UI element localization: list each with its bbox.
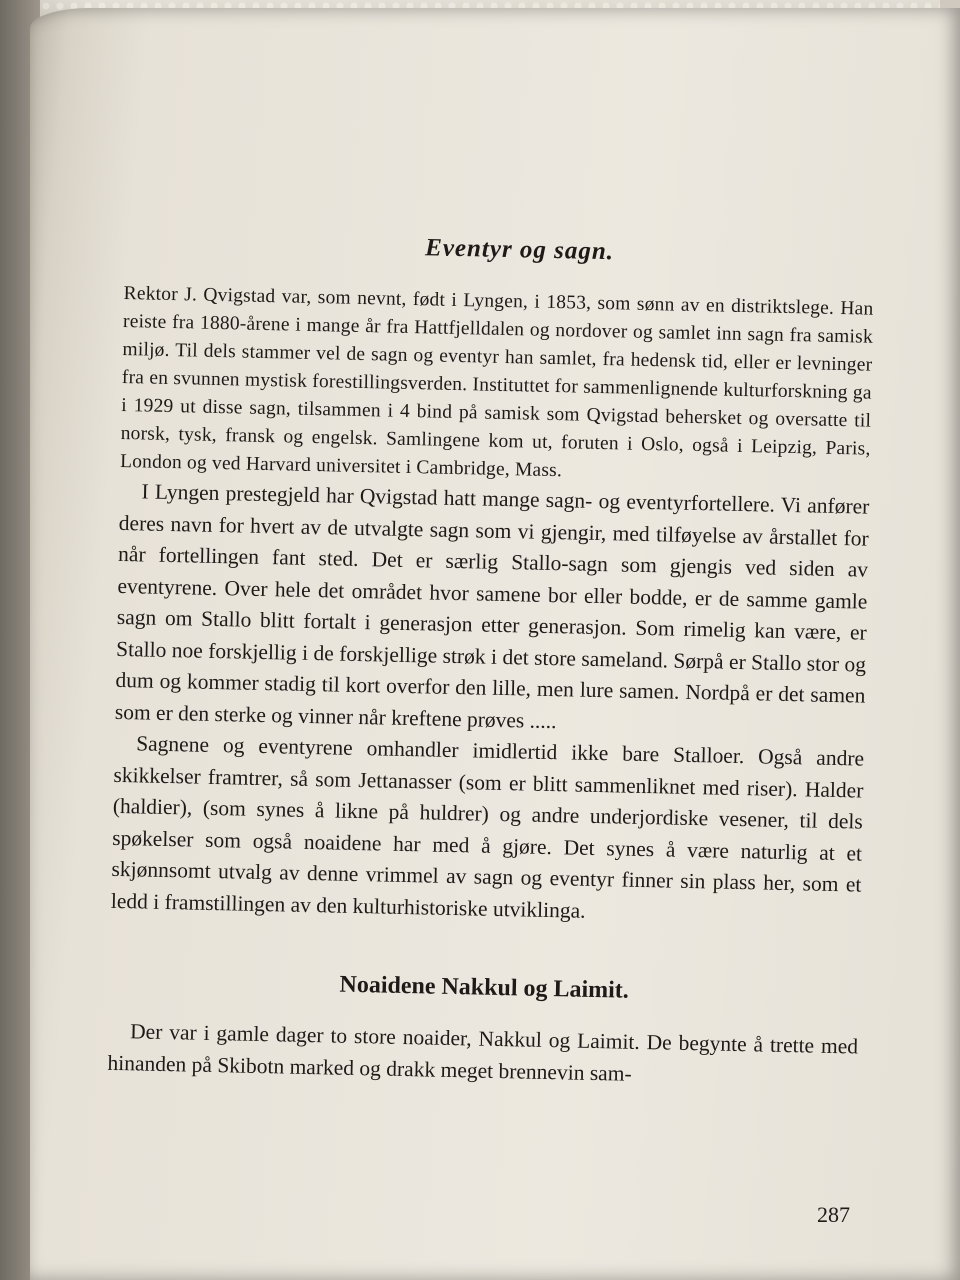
page-content xyxy=(107,228,875,1095)
section-paragraph: Der var i gamle dager to store noaider, Nakkul og Laimit. De begynte å trette med hinanden på Skibotn marked og drakk meget brennevin sam- xyxy=(107,1019,859,1086)
paragraph-2: I Lyngen prestegjeld har Qvigstad hatt mange sagn- og eventyrfortellere. Vi anfører deres navn for hvert av de utvalgte sagn som vi gjengir, med tilføyelse av årstallet for når fortellingen fant sted. Det er særlig Stallo-sagn som gjengis ved siden av eventyrene. Over hele det området hvor samene bor eller bodde, er de samme gamle sagn om Stallo blitt fortalt i generasjon etter generasjon. Som rimelig kan være, er Stallo noe forskjellig i de forskjellige strøk i det store sameland. Sørpå er Stallo stor og dum og kommer stadig til kort overfor den lille, men lure samen. Nordpå er det samen som er den sterke og vinner når kreftene prøves ..... xyxy=(114,479,870,733)
section-title: Noaidene Nakkul og Laimit. xyxy=(339,971,630,1004)
book-page xyxy=(30,8,960,1280)
page-number: 287 xyxy=(817,1202,850,1227)
chapter-title: Eventyr og sagn. xyxy=(424,234,615,266)
paragraph-3: Sagnene og eventyrene omhandler imidlertid ikke bare Stalloer. Også andre skikkelser framtrer, så som Jettanasser (som er blitt sammenliknet med riser). Halder (haldier), (som synes å likne på huldrer) og andre underjordiske vesener, til dels spøkelser som også noaidene har med å gjøre. Det synes å være naturlig at et skjønnsomt utvalg av denne vrimmel av sagn og eventyr finner sin plass her, som et ledd i framstillingen av den kulturhistoriske utviklinga. xyxy=(110,731,865,923)
paragraph-1: Rektor J. Qvigstad var, som nevnt, født i Lyngen, i 1853, som sønn av en distriktslege. Han reiste fra 1880-årene i mange år fra Hattfjelldalen og nordover og samlet inn sagn fra samisk miljø. Til dels stammer vel de sagn og eventyr han samlet, fra hedensk tid, eller er levninger fra en svunnen mystisk forestillingsverden. Instituttet for sammenlignende kulturforskning ga i 1929 ut disse sagn, tilsammen i 4 bind på samisk som Qvigstad behersket og oversatte til norsk, tysk, fransk og engelsk. Samlingene kom ut, foruten i Oslo, også i Leipzig, Paris, London og ved Harvard universitet i Cambridge, Mass. xyxy=(119,282,874,482)
